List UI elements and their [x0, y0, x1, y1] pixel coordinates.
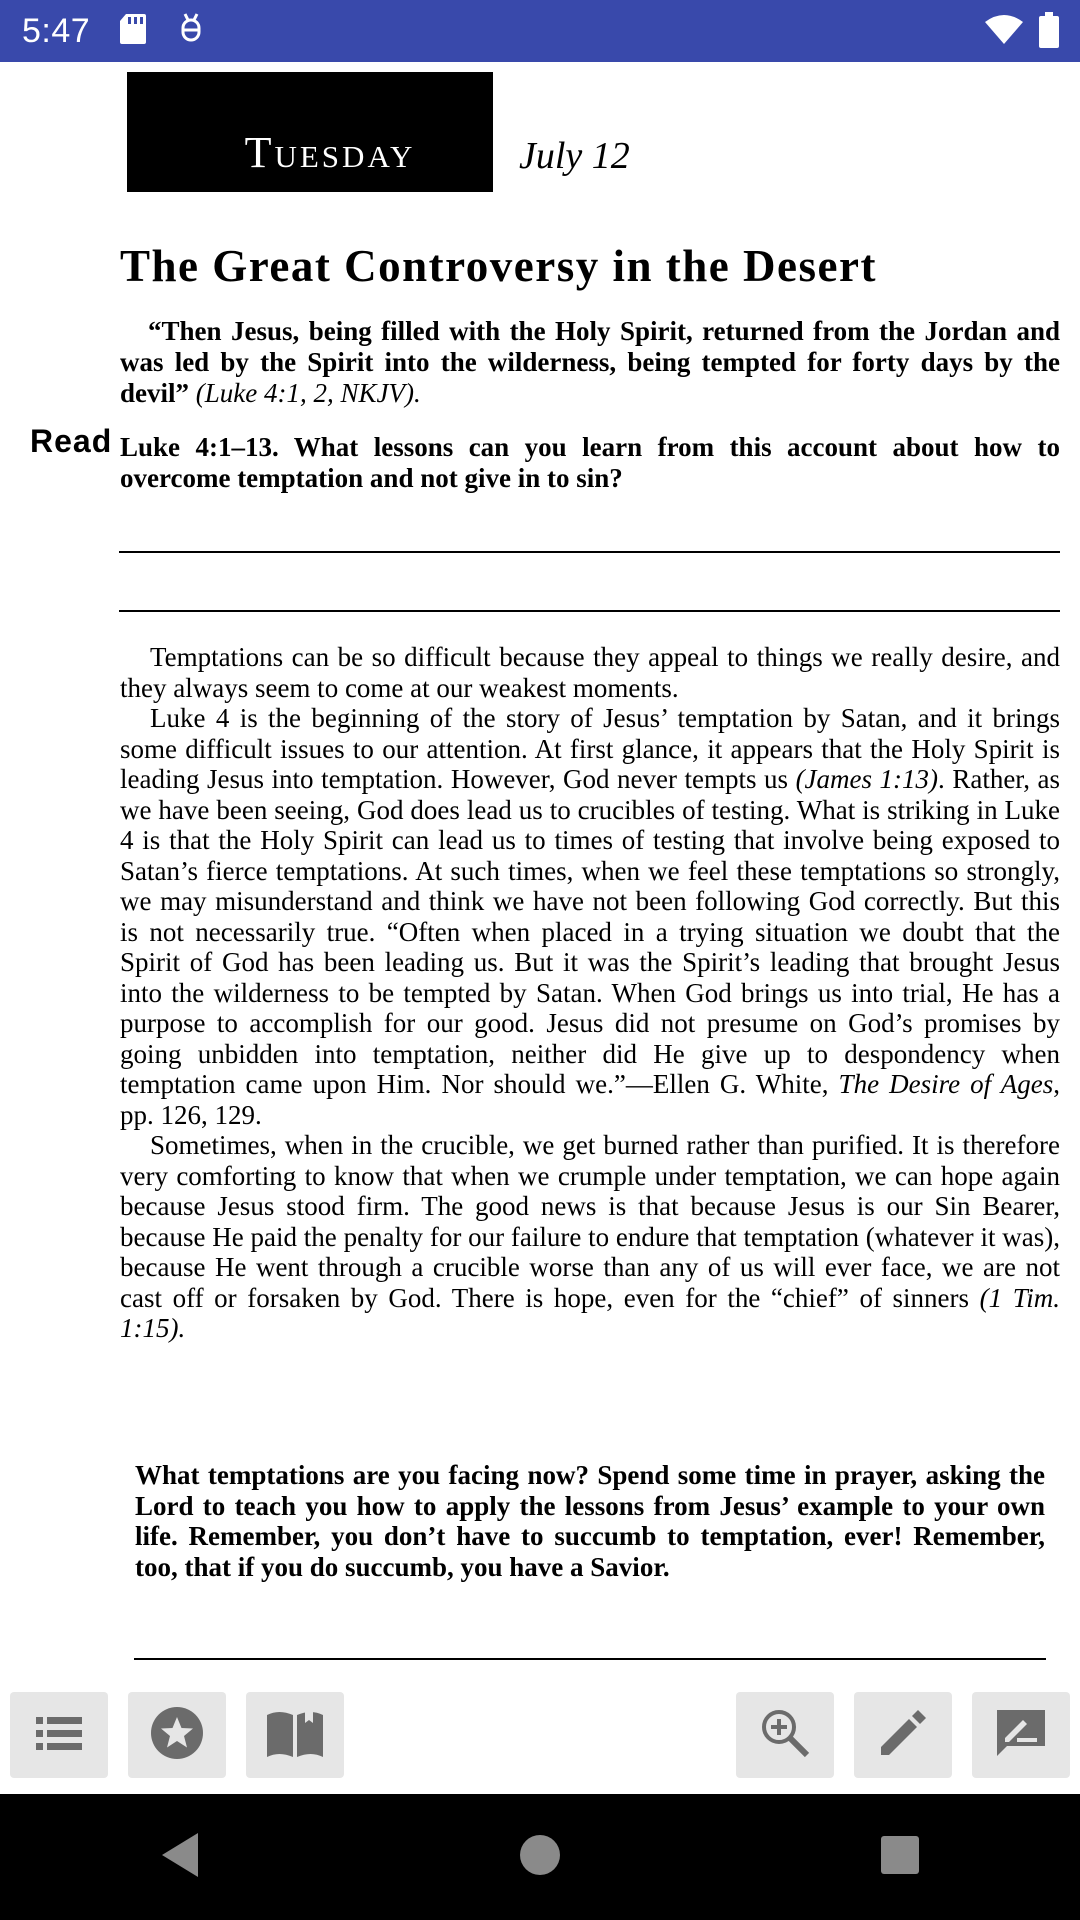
debug-icon — [176, 12, 206, 51]
memory-verse-text: “Then Jesus, being filled with the Holy Spirit, returned from the Jordan and was led by the Spirit into the wilderness, being tempted for forty days by the devil” — [120, 316, 1060, 408]
edit-button[interactable] — [854, 1692, 952, 1778]
date-label: July 12 — [519, 135, 630, 177]
day-label: Tuesday — [244, 128, 416, 177]
paragraph — [120, 703, 1060, 1130]
star-icon — [149, 1705, 205, 1766]
favorites-button[interactable] — [128, 1692, 226, 1778]
back-button[interactable] — [140, 1817, 220, 1897]
document-page[interactable] — [0, 62, 1080, 1690]
lesson-body — [120, 642, 1060, 1344]
list-icon — [34, 1713, 84, 1758]
recents-button[interactable] — [860, 1817, 940, 1897]
wifi-icon — [984, 14, 1024, 51]
memory-verse-reference: (Luke 4:1, 2, NKJV). — [195, 378, 421, 408]
paragraph-text: Luke 4 is the beginning of the story of Jesus’ temptation by Satan, and it brings some difficult issues to our attention. At first glance, it appears that the Holy Spirit is leading Jesus into temptation. However, God never tempts us — [120, 703, 1060, 794]
battery-icon — [1038, 12, 1060, 53]
paragraph-text: , pp. 126, 129. — [120, 1069, 1061, 1130]
status-time: 5:47 — [22, 11, 91, 50]
memory-verse — [120, 316, 1060, 409]
scripture-reference: (James 1:13) — [795, 764, 939, 794]
sd-card-icon — [118, 12, 148, 51]
contents-button[interactable] — [10, 1692, 108, 1778]
scripture-reference: (1 Tim. 1:15). — [120, 1282, 1060, 1343]
application-question: What temptations are you facing now? Spend some time in prayer, asking the Lord to teach you how to apply the lessons from Jesus’ example to your own life. Remember, you don’t have to succumb to temptation, ever! Remember, too, that if you do succumb, you have a Savior. — [135, 1460, 1045, 1582]
paragraph: Temptations can be so difficult because they appeal to things we really desire, and they always seem to come at our weakest moments. — [120, 642, 1060, 703]
navigation-bar — [0, 1794, 1080, 1920]
book-button[interactable] — [246, 1692, 344, 1778]
day-banner — [127, 72, 493, 192]
recents-icon — [879, 1834, 921, 1881]
read-prompt: Luke 4:1–13. What lessons can you learn from this account about how to overcome temptation and not give in to sin? — [120, 432, 1060, 493]
zoom-button[interactable] — [736, 1692, 834, 1778]
answer-line — [119, 610, 1060, 612]
zoom-in-icon — [759, 1707, 811, 1764]
comment-edit-icon — [993, 1706, 1049, 1765]
paragraph-text: Sometimes, when in the crucible, we get burned rather than purified. It is therefore very comforting to know that when we crumple under temptation, we can hope again because Jesus stood firm. The good news is that because Jesus is our Sin Bearer, because He paid the penalty for our failure to endure that temptation (whatever it was), because He went through a crucible worse than any of us will ever face, we are not cast off or forsaken by God. There is hope, even for the “chief” of sinners — [120, 1130, 1060, 1313]
status-bar — [0, 0, 1080, 62]
home-icon — [518, 1833, 562, 1882]
answer-line — [119, 551, 1060, 553]
answer-line — [134, 1658, 1046, 1660]
pencil-icon — [877, 1707, 929, 1764]
book-icon — [265, 1707, 325, 1764]
paragraph-text: . Rather, as we have been seeing, God does lead us to crucibles of testing. What is striking in Luke 4 is that the Holy Spirit can lead us to times of testing that involve being exposed to Satan’s fierce temptations. At such times, when we feel these temptations so strongly, we may misunderstand and think we have not been following God correctly. But this is not necessarily true. “Often when placed in a trying situation we doubt that the Spirit of God has been leading us. But it was the Spirit’s leading that brought Jesus into the wilderness to be tempted by Satan. When God brings us into trial, He has a purpose to accomplish for our good. Jesus did not presume on God’s promises by going unbidden into temptation, neither did He give up to despondency when temptation came upon Him. Nor should we.”—Ellen G. White, — [120, 764, 1060, 1099]
home-button[interactable] — [500, 1817, 580, 1897]
read-label: Read — [30, 423, 113, 459]
back-icon — [158, 1831, 202, 1884]
book-title: The Desire of Ages — [838, 1069, 1054, 1099]
paragraph — [120, 1130, 1060, 1344]
note-button[interactable] — [972, 1692, 1070, 1778]
lesson-title: The Great Controversy in the Desert — [120, 241, 877, 291]
read-question — [30, 423, 1060, 494]
